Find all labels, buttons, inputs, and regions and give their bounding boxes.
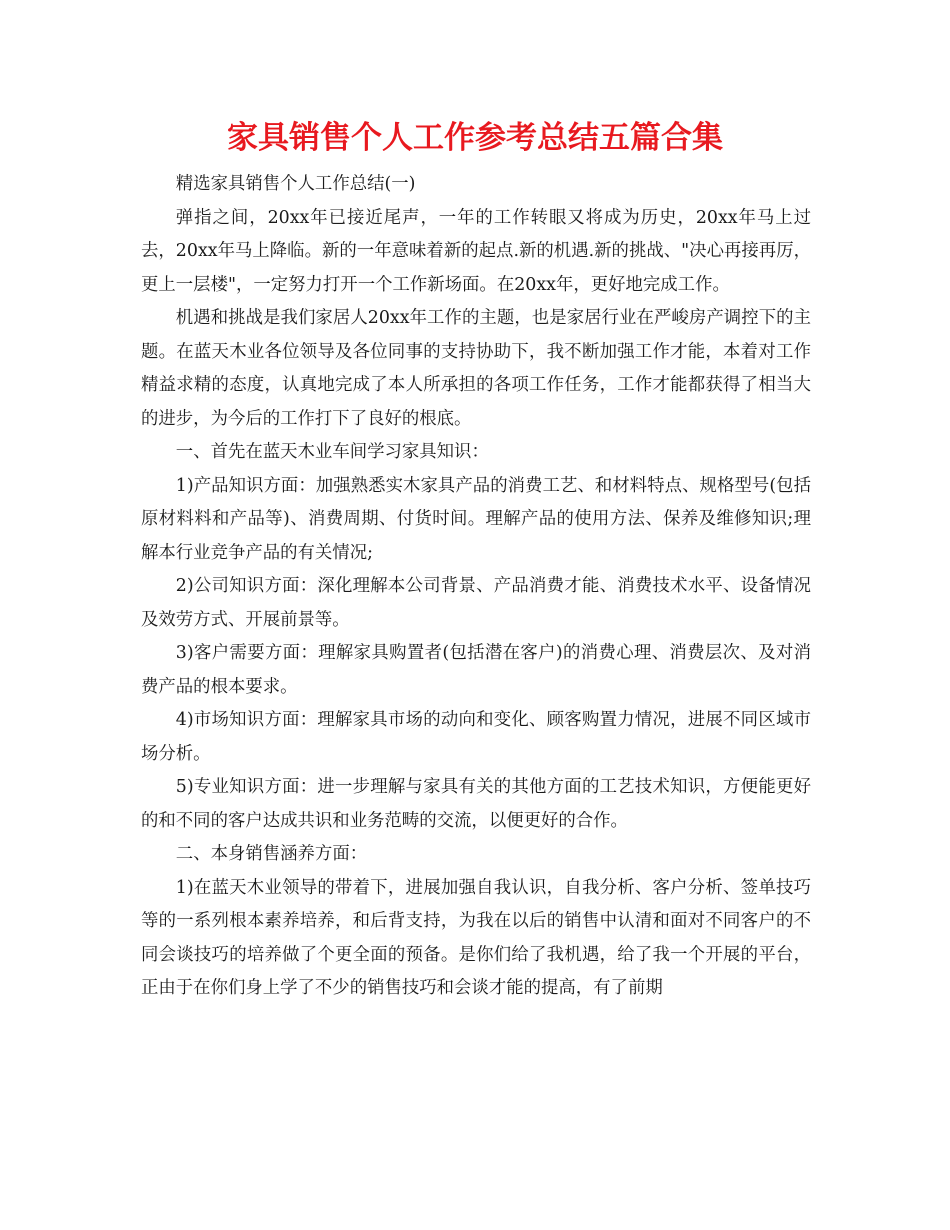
paragraph: 1)产品知识方面：加强熟悉实木家具产品的消费工艺、和材料特点、规格型号(包括原材料料和产品等)、消费周期、付货时间。理解产品的使用方法、保养及维修知识;理解本行业竞争产品的有关情况; [141, 475, 811, 563]
paragraph: 3)客户需要方面：理解家具购置者(包括潜在客户)的消费心理、消费层次、及对消费产品的根本要求。 [141, 643, 811, 697]
document-title: 家具销售个人工作参考总结五篇合集 [227, 120, 723, 156]
document-body [141, 168, 811, 1006]
paragraph: 弹指之间，20xx年已接近尾声，一年的工作转眼又将成为历史，20xx年马上过去，20xx年马上降临。新的一年意味着新的起点.新的机遇.新的挑战、"决心再接再厉，更上一层楼"，一定努力打开一个工作新场面。在20xx年，更好地完成工作。 [141, 207, 811, 295]
paragraph: 二、本身销售涵养方面： [175, 844, 368, 864]
paragraph: 2)公司知识方面：深化理解本公司背景、产品消费才能、消费技术水平、设备情况及效劳方式、开展前景等。 [141, 576, 811, 630]
paragraph: 机遇和挑战是我们家居人20xx年工作的主题，也是家居行业在严峻房产调控下的主题。在蓝天木业各位领导及各位同事的支持协助下，我不断加强工作才能，本着对工作精益求精的态度，认真地完成了本人所承担的各项工作任务，工作才能都获得了相当大的进步，为今后的工作打下了良好的根底。 [141, 308, 811, 429]
paragraph: 5)专业知识方面：进一步理解与家具有关的其他方面的工艺技术知识，方便能更好的和不同的客户达成共识和业务范畴的交流，以便更好的合作。 [141, 777, 811, 831]
paragraph: 4)市场知识方面：理解家具市场的动向和变化、顾客购置力情况，进展不同区域市场分析。 [141, 710, 811, 764]
paragraph: 一、首先在蓝天木业车间学习家具知识： [175, 442, 489, 462]
paragraph: 1)在蓝天木业领导的带着下，进展加强自我认识，自我分析、客户分析、签单技巧等的一系列根本素养培养，和后背支持，为我在以后的销售中认清和面对不同客户的不同会谈技巧的培养做了个更全面的预备。是你们给了我机遇，给了我一个开展的平台，正由于在你们身上学了不少的销售技巧和会谈才能的提高，有了前期 [141, 877, 811, 998]
paragraph: 精选家具销售个人工作总结(一) [175, 174, 416, 194]
